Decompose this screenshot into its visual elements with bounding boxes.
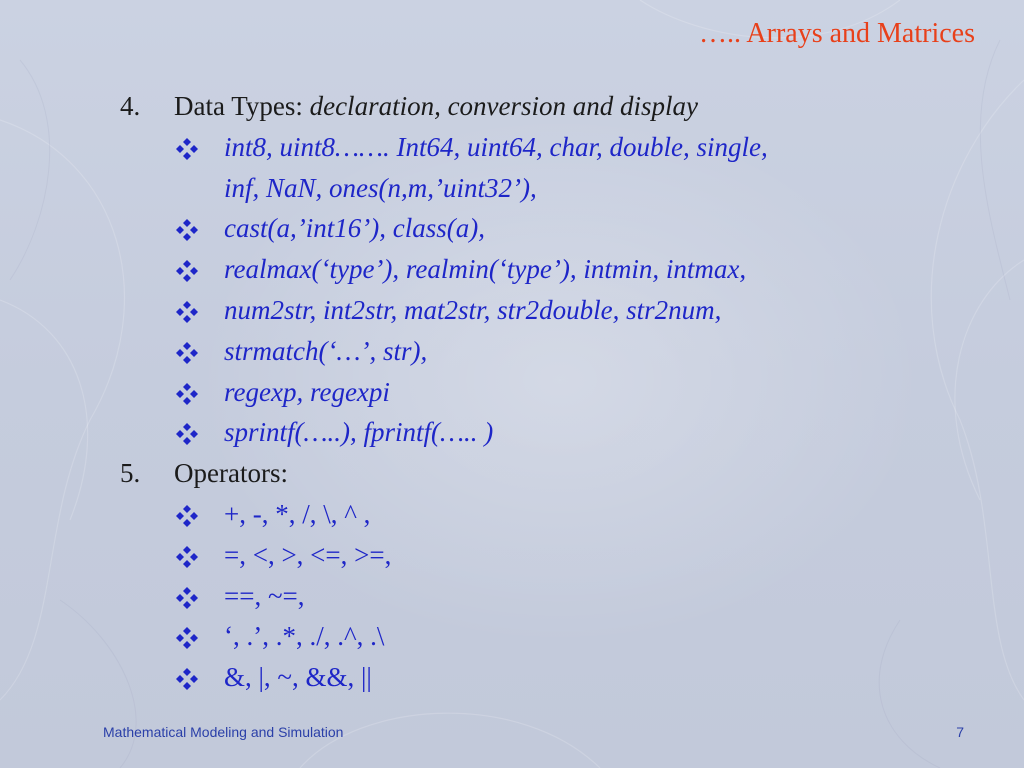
- section-intro-italic: declaration, conversion and display: [309, 91, 699, 121]
- list-item: [120, 290, 960, 331]
- slide-content: [120, 86, 960, 698]
- list-item: [120, 208, 960, 249]
- four-diamond-icon: [175, 545, 199, 569]
- list-item-text: &, |, ~, &&, ||: [224, 662, 372, 693]
- list-item-text: ‘, .’, .*, ./, .^, .\: [224, 621, 385, 652]
- list-item: [120, 249, 960, 290]
- four-diamond-icon: [175, 586, 199, 610]
- list-item-text: +, -, *, /, \, ^ ,: [224, 498, 371, 529]
- four-diamond-icon: [175, 422, 199, 446]
- list-item: [120, 494, 960, 535]
- four-diamond-icon: [175, 341, 199, 365]
- four-diamond-icon: [175, 504, 199, 528]
- list-item-text: =, <, >, <=, >=,: [224, 539, 392, 570]
- list-item-text: ==, ~=,: [224, 580, 305, 611]
- four-diamond-icon: [175, 300, 199, 324]
- four-diamond-icon: [175, 382, 199, 406]
- list-item-text: sprintf(…..), fprintf(….. ): [224, 417, 494, 448]
- list-item: [120, 657, 960, 698]
- list-item: [120, 616, 960, 657]
- section-number: 4.: [120, 91, 141, 121]
- four-diamond-icon: [175, 626, 199, 650]
- section-operators: [120, 453, 960, 494]
- list-item-text: regexp, regexpi: [224, 376, 390, 407]
- list-item: [120, 576, 960, 617]
- four-diamond-icon: [175, 259, 199, 283]
- page-number: 7: [956, 724, 964, 740]
- footer-course-name: Mathematical Modeling and Simulation: [103, 724, 344, 740]
- section-intro: Operators:: [174, 458, 288, 489]
- list-item-text: cast(a,’int16’), class(a),: [224, 213, 485, 244]
- list-item: [120, 127, 960, 209]
- four-diamond-icon: [175, 667, 199, 691]
- slide-title: ….. Arrays and Matrices: [698, 18, 975, 49]
- section-number: 5.: [120, 458, 141, 489]
- list-item-text: realmax(‘type’), realmin(‘type’), intmin, intmax,: [224, 254, 747, 285]
- four-diamond-icon: [175, 218, 199, 242]
- list-item: [120, 331, 960, 372]
- list-item: [120, 372, 960, 413]
- list-item-text: int8, uint8……. Int64, uint64, char, double, single, inf, NaN, ones(n,m,’uint32’),: [224, 131, 768, 203]
- section-data-types: [120, 86, 960, 127]
- four-diamond-icon: [175, 137, 199, 161]
- list-item: [120, 535, 960, 576]
- list-item: [120, 412, 960, 453]
- list-item-text: strmatch(‘…’, str),: [224, 335, 428, 366]
- section-intro: Data Types:: [174, 91, 310, 121]
- list-item-text: num2str, int2str, mat2str, str2double, str2num,: [224, 294, 722, 325]
